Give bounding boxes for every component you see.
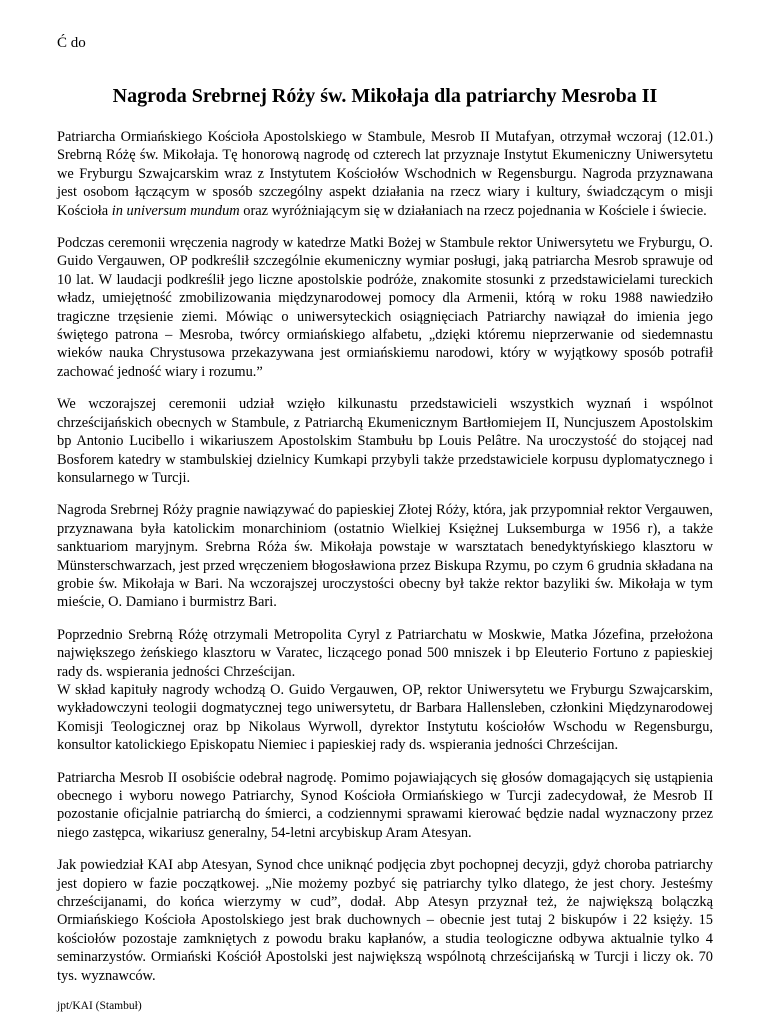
paragraph-8: Jak powiedział KAI abp Atesyan, Synod chce uniknąć podjęcia zbyt pochopnej decyzji, gdyż choroba patriarchy jest dopiero w fazie początkowej. „Nie możemy pozbyć się patriarchy tylko dlatego, że jest chory. Jesteśmy chrześcijanami, do końca wierzymy w cud”, dodał. Abp Atesyn przyznał też, że największą bolączką Ormiańskiego Kościoła Apostolskiego jest brak duchownych – obecnie jest tutaj 2 biskupów i 22 księży. 15 kościołów pozostaje zamkniętych z powodu braku kapłanów, a studia teologiczne odbywa aktualnie tylko 4 seminarzystów. Ormiański Kościół Apostolski jest największą wspólnotą chrześcijańską w Turcji i liczy ok. 70 tys. wyznawców.: [57, 857, 713, 984]
paragraph-5: Poprzednio Srebrną Różę otrzymali Metropolita Cyryl z Patriarchatu w Moskwie, Matka Józefina, przełożona największego żeńskiego klasztoru w Varatec, liczącego ponad 500 mniszek i bp Eleuterio Fortuno z papieskiej rady ds. wspierania jedności Chrześcijan.: [57, 626, 713, 680]
paragraph-3: We wczorajszej ceremonii udział wzięło kilkunastu przedstawicieli wszystkich wyznań i wspólnot chrześcijańskich obecnych w Stambule, z Patriarchą Ekumenicznym Bartłomiejem II, Nuncjuszem Apostolskim bp Antonio Lucibello i wikariuszem Apostolskim Stambułu bp Louis Pelâtre. Na uroczystość do stojącej nad Bosforem katedry w stambulskiej dzielnicy Kumkapi przybyli także przedstawiciele korpusu dyplomatycznego i konsularnego w Turcji.: [57, 396, 713, 486]
document-page: [57, 34, 713, 1013]
paragraph-1-text-a: Patriarcha Ormiańskiego Kościoła Apostolskiego w Stambule, Mesrob II Mutafyan, otrzymał wczoraj (12.01.) Srebrną Różę św. Mikołaja. Tę honorową nagrodę od czterech lat przyznaje Instytut Ekumeniczny Uniwersytetu we Fryburgu Szwajcarskim wraz z Instytutem Kościołów Wschodnich w Regensburgu. Nagroda przyznawana jest osobom łączącym w sposób szczególny aspekt działania na rzecz wiary i kultury, świadczącym o misji Kościoła: [57, 129, 713, 219]
paragraph-4: Nagroda Srebrnej Róży pragnie nawiązywać do papieskiej Złotej Róży, która, jak przypomniał rektor Vergauwen, przyznawana była katolickim monarchiniom (ostatnio Wielkiej Księżnej Luksemburga w 1956 r), a także sanktuariom maryjnym. Srebrna Róża św. Mikołaja powstaje w warsztatach benedyktyńskiego klasztoru w Münsterschwarzach, jest przed wręczeniem błogosławiona przez Biskupa Rzymu, po czym 6 grudnia składana na grobie św. Mikołaja w Bari. Na wczorajszej uroczystości obecny był także rektor bazyliki św. Mikołaja w tym mieście, O. Damiano i burmistrz Bari.: [57, 502, 713, 611]
document-header: Ć do: [57, 35, 86, 51]
paragraph-2: Podczas ceremonii wręczenia nagrody w katedrze Matki Bożej w Stambule rektor Uniwersytetu we Fryburgu, O. Guido Vergauwen, OP podkreślił szczególnie ekumeniczny wymiar posługi, jaką patriarcha Mesrob sprawuje od 10 lat. W laudacji podkreślił jego liczne apostolskie podróże, znakomite stosunki z przedstawicielami tureckich władz, umiejętność zmobilizowania międzynarodowej pomocy dla Armenii, którą w roku 1988 nawiedziło tragiczne trzęsienie ziemi. Mówiąc o uniwersyteckich osiągnięciach Patriarchy nawiązał do imienia jego świętego patrona – Mesroba, twórcy ormiańskiego alfabetu, „dzięki któremu nieprzerwanie od siedemnastu wieków nauka Chrystusowa przekazywana jest ormiańskiemu narodowi, który w wyjątkowy sposób potrafił zachować jedność wiary i rozumu.”: [57, 235, 713, 380]
paragraph-7: Patriarcha Mesrob II osobiście odebrał nagrodę. Pomimo pojawiających się głosów domagających się ustąpienia obecnego i wyboru nowego Patriarchy, Synod Kościoła Ormiańskiego w Turcji zadecydował, że Mesrob II pozostanie oficjalnie patriarchą do śmierci, a codziennymi sprawami kierować będzie nadal wyznaczony przez niego zastępca, wikariusz generalny, 54-letni arcybiskup Aram Atesyan.: [57, 769, 713, 841]
paragraph-1-text-b: oraz wyróżniającym się w działaniach na rzecz pojednania w Kościele i świecie.: [239, 202, 707, 219]
article-title: Nagroda Srebrnej Róży św. Mikołaja dla patriarchy Mesroba II: [112, 85, 658, 107]
paragraph-1-latin-phrase: in universum mundum: [111, 202, 240, 219]
paragraph-1: [57, 128, 713, 220]
paragraph-6: W skład kapituły nagrody wchodzą O. Guido Vergauwen, OP, rektor Uniwersytetu we Fryburgu Szwajcarskim, wykładowczyni teologii dogmatycznej tego uniwersytetu, dr Barbara Hallensleben, członkini Międzynarodowej Komisji Teologicznej oraz bp Nikolaus Wyrwoll, dyrektor Instytutu kościołów Wschodu w Regensburgu, konsultor katolickiego Episkopatu Niemiec i papieskiej rady ds. wspierania jedności Chrześcijan.: [57, 681, 713, 754]
document-footer: jpt/KAI (Stambuł): [57, 1000, 142, 1013]
